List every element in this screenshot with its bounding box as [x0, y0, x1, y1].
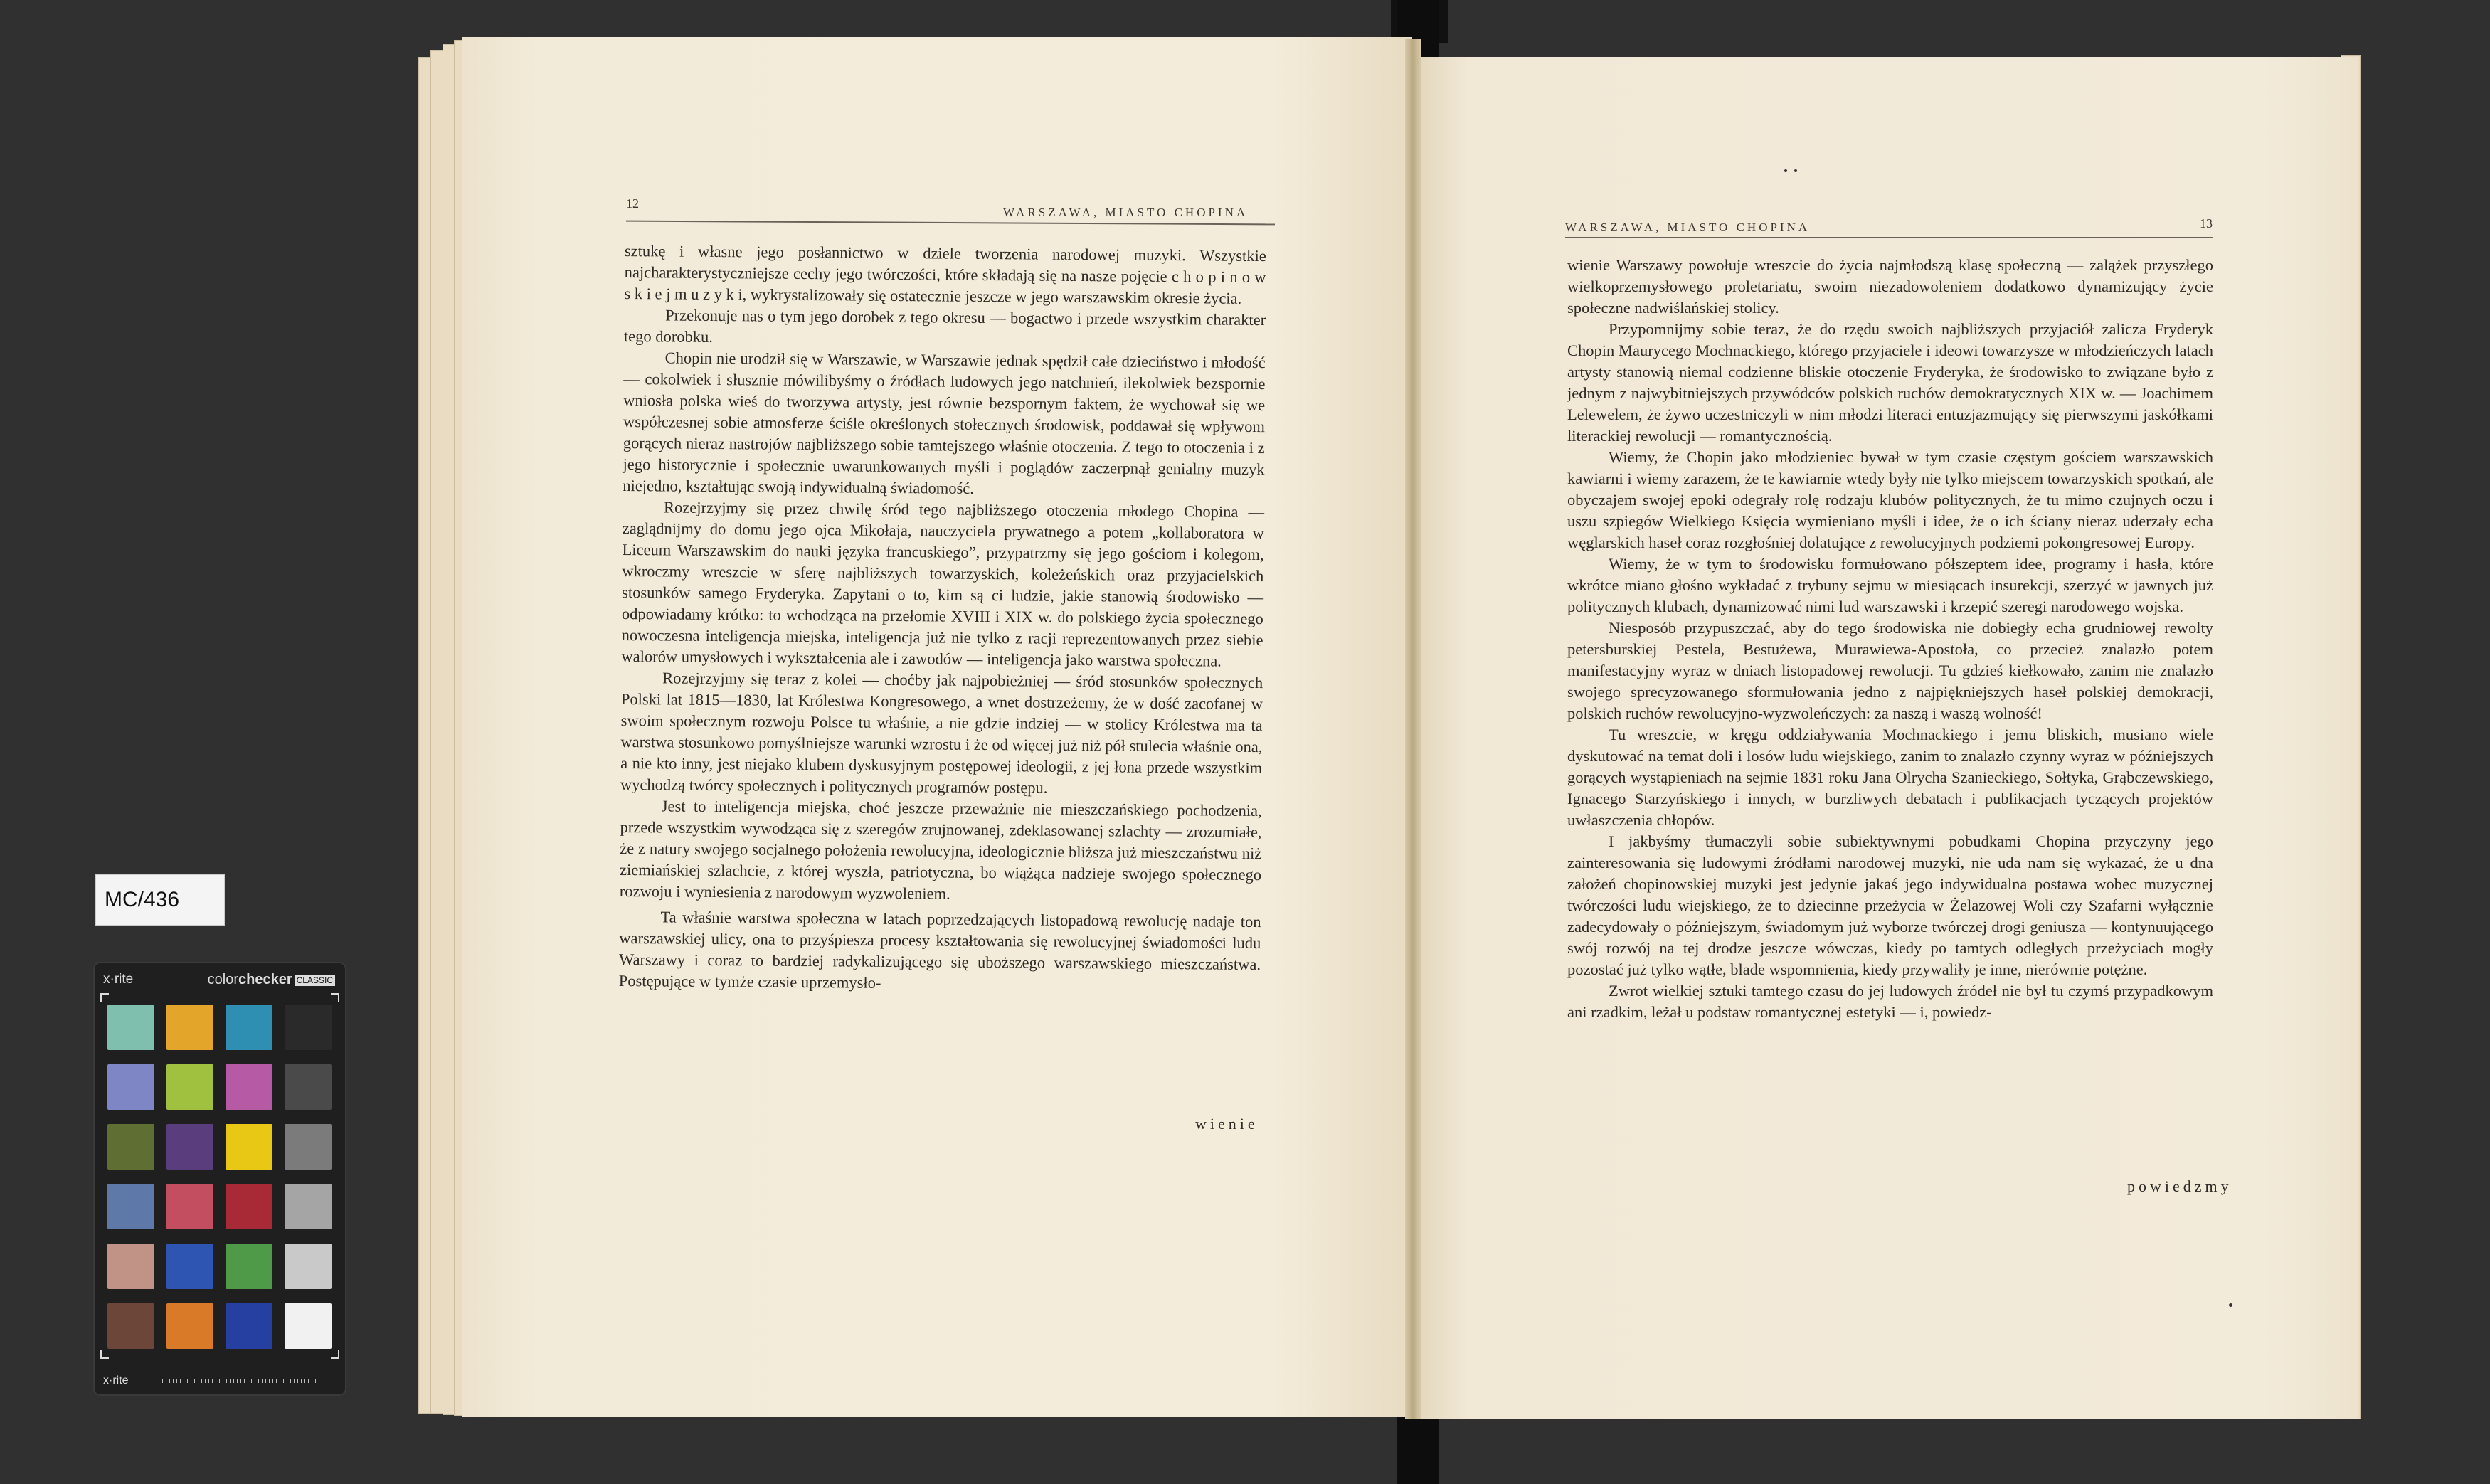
paragraph: Niesposób przypuszczać, aby do tego środowiska nie dobiegły echa grudniowej rewolty petersburskiej Pestela, Bestużewa, Murawiewa-Apostoła, co przecież znalazło potem manifestacyjny wyraz w dniach listopadowej rewolucji. Tu gdzieś kiełkowało, zanim nie znalazło swojego sprecyzowanego sformułowania jedno z najpiękniejszych haseł polskiej demokracji, polskich ruchów rewolucyjno-wyzwoleńczych: za naszą i waszą wolność!	[1567, 619, 2213, 722]
paragraph: Jest to inteligencja miejska, choć jeszcze przeważnie nie mieszczańskiego pochodzenia, przede wszystkim wywodząca się z szeregów zrujnowanej, zdeklasowanej szlachty — zrozumiałe, że z natury swojego socjalnego położenia rewolucyjna, ideologicznie bliższa już mieszczaństwu niż ziemiańskiej szlachcie, z której wyszła, patriotyczna, bo wiążąca nadzieje swojego społecznego rozwoju i wyniesienia z narodowym wyzwoleniem.	[619, 797, 1262, 903]
color-patch	[285, 1064, 332, 1110]
paragraph: Tu wreszcie, w kręgu oddziaływania Mochnackiego i jemu bliskich, musiano wiele dyskutować na temat doli i losów ludu wiejskiego, zanim to znalazło czynny wyraz w późniejszych gorących wystąpieniach na sejmie 1831 roku Jana Olrycha Szanieckiego, Sołtyka, Grąbczewskiego, Ignacego Starzyńskiego i innych, w burzliwych debatach i publikacjach tyczących projektów uwłaszczenia chłopów.	[1567, 726, 2213, 829]
page-number-left: 12	[626, 196, 639, 211]
color-patch	[107, 1184, 154, 1229]
color-patch	[285, 1244, 332, 1289]
header-rule-right	[1565, 237, 2213, 238]
xrite-logo-bottom: x·rite	[103, 1374, 129, 1387]
corner-mark	[100, 993, 109, 1002]
paragraph: Przypomnijmy sobie teraz, że do rzędu swoich najbliższych przyjaciół zalicza Fryderyk Chopin Maurycego Mochnackiego, którego przyjaciele i ideowi towarzysze w młodzieńczych latach artysty stanowią niemal codzienne bliskie otoczenie Fryderyka, że środowisko to związane było z jednym z najwybitniejszych przywódców polskich ruchów demokratycznych XIX w. — Joachimem Lelewelem, że żywo uczestniczyli w nim młodzi literaci entuzjazmujący się pierwszymi jaskółkami literackiej rewolucji — romantycznością.	[1567, 320, 2213, 445]
color-patch	[285, 1184, 332, 1229]
color-patch	[166, 1124, 213, 1170]
title-prefix: color	[207, 972, 239, 987]
left-body-text	[619, 240, 1266, 997]
color-patch	[107, 1303, 154, 1349]
color-patch	[107, 1005, 154, 1050]
running-head-right: WARSZAWA, MIASTO CHOPINA	[1565, 221, 1811, 234]
colorchecker-title	[208, 972, 335, 988]
color-patch	[166, 1005, 213, 1050]
book-gutter	[1405, 39, 1421, 1419]
page-mark	[2229, 1303, 2232, 1307]
corner-mark	[331, 993, 339, 1002]
page-mark	[1794, 169, 1797, 172]
classic-badge: CLASSIC	[295, 975, 335, 986]
color-patch	[107, 1124, 154, 1170]
color-checker-card	[93, 962, 346, 1396]
color-patch	[285, 1005, 332, 1050]
color-patch	[285, 1303, 332, 1349]
title-main: checker	[238, 972, 292, 987]
color-patch	[226, 1005, 272, 1050]
color-patch	[226, 1244, 272, 1289]
color-patch	[226, 1184, 272, 1229]
color-patch	[285, 1124, 332, 1170]
color-patch	[226, 1124, 272, 1170]
paragraph: Zwrot wielkiej sztuki tamtego czasu do jej ludowych źródeł nie był tu czymś przypadkowym ani rzadkim, leżał u podstaw romantycznej estetyki — i, powiedz-	[1567, 982, 2213, 1021]
catchword-right: powiedzmy	[2127, 1177, 2232, 1195]
paragraph: Chopin nie urodził się w Warszawie, w Warszawie jednak spędził całe dzieciństwo i młodość — cokolwiek i słusznie mówilibyśmy o źródłach ludowych jego natchnień, ilekolwiek bezspornie wniosła polska wieś do tworzywa artysty, jest równie bezspornym faktem, że wychował się we współczesnej sobie atmosferze ściśle określonych stołecznych środowisk, poddawał się wpływom gorących nieraz nastrojów najbliższego sobie tamtejszego właśnie otoczenia. Z tego to otoczenia i z jego historycznie i społecznie uwarunkowanych myśli i poglądów zaczerpnął genialny muzyk niejedno, kształtując swoją indywidualną świadomość.	[622, 349, 1266, 497]
paragraph: Rozejrzyjmy się przez chwilę śród tego najbliższego otoczenia młodego Chopina — zaglądnijmy do domu jego ojca Mikołaja, nauczyciela prywatnego a potem „kollaboratora w Liceum Warszawskim do nauki języka francuskiego”, przypatrzmy się jego gościom i kolegom, wkroczmy wreszcie w sferę najbliższych towarzyskich, koleżeńskich oraz przyjacielskich stosunków samego Fryderyka. Zapytani o to, kim są ci ludzie, jakie stanowią środowisko — odpowiadamy krótko: to wchodząca na przełomie XVIII i XIX w. do polskiego życia społecznego nowoczesna inteligencja miejska, inteligencja już nie tylko z racji reprezentowanych przez siebie walorów umysłowych i wykształcenia ale i zawodów — inteligencja jako warstwa społeczna.	[621, 498, 1265, 670]
archive-label: MC/436	[95, 874, 225, 926]
color-patch	[166, 1244, 213, 1289]
ruler-scale	[159, 1379, 319, 1383]
corner-mark	[100, 1350, 109, 1359]
xrite-logo: x·rite	[103, 972, 134, 987]
color-patch	[226, 1064, 272, 1110]
color-patch	[166, 1184, 213, 1229]
paragraph: sztukę i własne jego posłannictwo w dziele tworzenia narodowej muzyki. Wszystkie najcharakterystyczniejsze cechy jego twórczości, które składają się na nasze pojęcie c h o p i n o w s k i e j m u z y k i, wykrystalizowały się ostatecznie jeszcze w jego warszawskim okresie życia.	[624, 241, 1266, 307]
color-patch	[166, 1064, 213, 1110]
paragraph: wienie Warszawy powołuje wreszcie do życia najmłodszą klasę społeczną — zalążek przyszłego wielkoprzemysłowego proletariatu, swoim niezadowoleniem dodatkowo dynamizujący życie społeczne nadwiślańskiej stolicy.	[1567, 256, 2213, 317]
paragraph: Wiemy, że w tym to środowisku formułowano półszeptem idee, programy i hasła, które wkrótce miano głośno wykładać z trybuny sejmu w miesiącach insurekcji, szerzyć w jawnych już politycznych klubach, dynamizować nimi lud warszawski i krzepić szeregi narodowego wojska.	[1567, 555, 2213, 615]
paragraph: Rozejrzyjmy się teraz z kolei — choćby jak najpobieżniej — śród stosunków społecznych Polski lat 1815—1830, lat Królestwa Kongresowego, a wnet dostrzeżemy, że w dość zacofanej w swoim społecznym rozwoju Polsce tu właśnie, a nie gdzie indziej — w stolicy Królestwa ma ta warstwa stosunkowo pomyślniejsze warunki wzrostu i że od więcej już niż pół stulecia właśnie ona, a nie kto inny, jest niejako klubem dyskusyjnym postępowej ideologii, z jej łona przede wszystkim wychodzą twórcy społecznych i politycznych programów postępu.	[620, 669, 1263, 797]
color-patch	[107, 1064, 154, 1110]
catchword-left: wienie	[1195, 1115, 1259, 1133]
paragraph: Wiemy, że Chopin jako młodzieniec bywał w tym czasie częstym gościem warszawskich kawiarni i wiemy zarazem, że te kawiarnie wtedy były nie tylko miejscem towarzyskich spotkań, ale obyczajem swojej epoki odegrały rolę rodzaju klubów politycznych, że tu mimo czujnych oczu i uszu szpiegów Wielkiego Księcia wymieniano myśli i idee, że o ich ściany nieraz uderzały echa węglarskich haseł coraz rozgłośniej dolatujące z rewolucyjnych podziemi pokongresowej Europy.	[1567, 448, 2213, 551]
paragraph: Przekonuje nas o tym jego dorobek z tego okresu — bogactwo i przede wszystkim charakter tego dorobku.	[623, 306, 1266, 346]
corner-mark	[331, 1350, 339, 1359]
paragraph: I jakbyśmy tłumaczyli sobie subiektywnymi pobudkami Chopina przyczyny jego zainteresowania się ludowymi źródłami narodowej muzyki, nie uda nam się wykazać, że u dna założeń chopinowskiej muzyki jest jedynie jakaś jego indywidualna postawa wobec muzycznej twórczości ludu wiejskiego, że to dziecinne przeżycia w Żelazowej Woli czy Szafarni wyłącznie zadecydowały o późniejszym, świadomym już wyborze twórczej drogi geniusza — kontynuującego swój rozwój na tej drodze jeszcze wówczas, kiedy po tamtych odległych przeżyciach mogły pozostać już tylko wątłe, blade wspomnienia, kiedy przywaliły je inne, nierównie potężne.	[1567, 832, 2213, 978]
page-mark	[1784, 169, 1787, 172]
color-patch	[226, 1303, 272, 1349]
color-patch	[107, 1244, 154, 1289]
color-patch	[166, 1303, 213, 1349]
paragraph: Ta właśnie warstwa społeczna w latach poprzedzających listopadową rewolucję nadaje ton warszawskiej ulicy, ona to przyśpiesza procesy kształtowania się rewolucyjnej świadomości ludu Warszawy i coraz to bardziej radykalizującego się uboższego warszawskiego mieszczaństwa. Postępujące w tymże czasie uprzemysło-	[618, 908, 1261, 992]
page-number-right: 13	[2200, 216, 2213, 230]
right-body-text	[1567, 255, 2213, 1023]
running-head-left: WARSZAWA, MIASTO CHOPINA	[1003, 206, 1249, 219]
